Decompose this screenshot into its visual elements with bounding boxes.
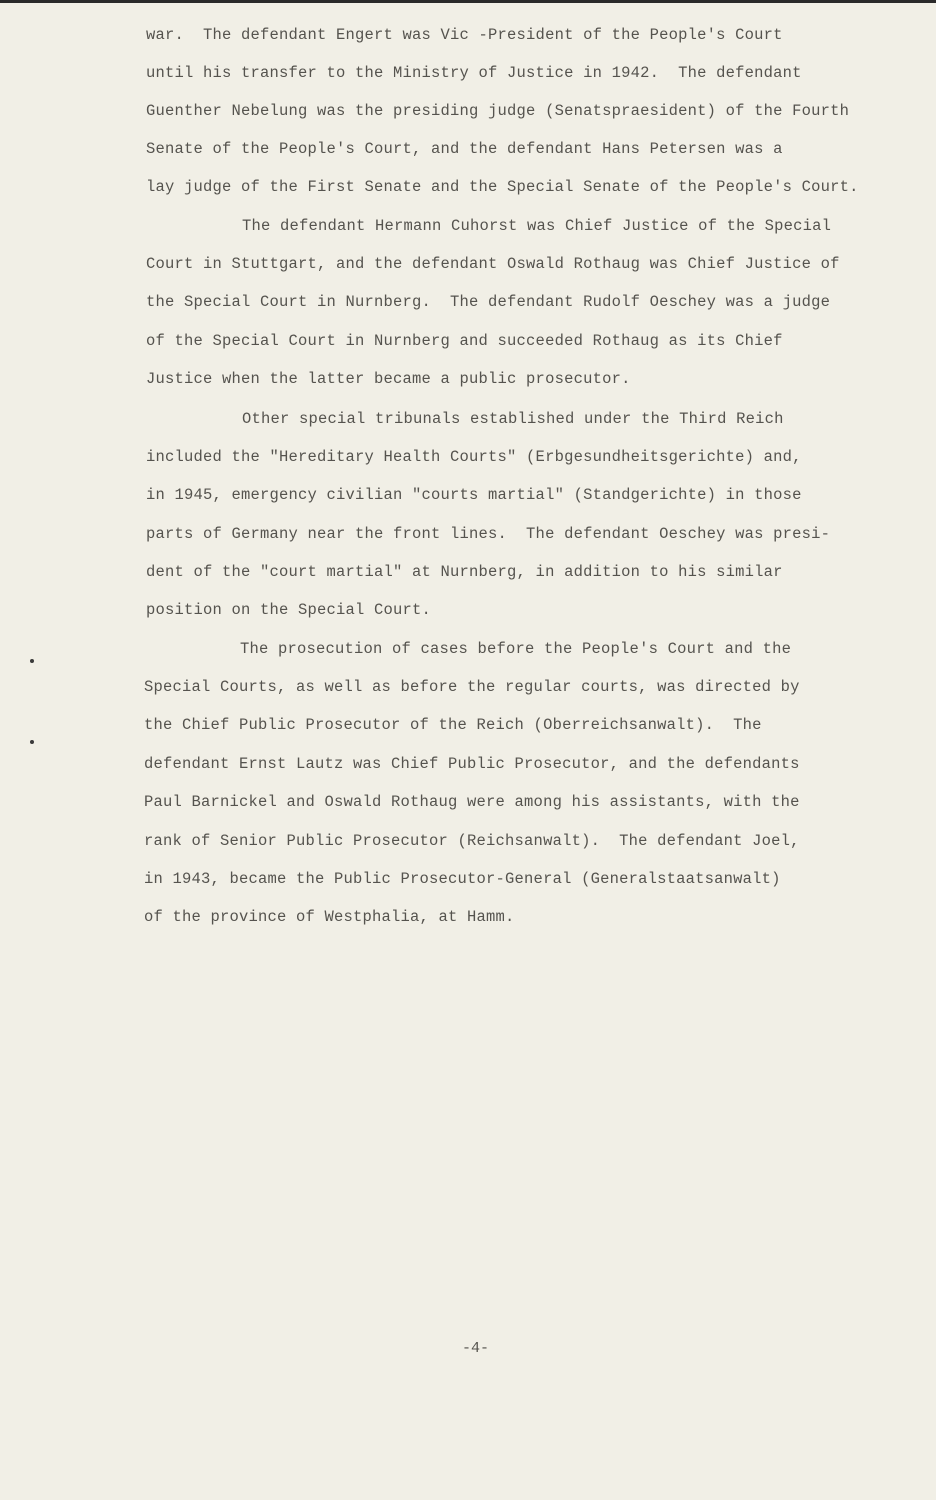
text-line: in 1945, emergency civilian "courts martial" (Standgerichte) in those (146, 486, 802, 504)
paragraph-first-line: The prosecution of cases before the People's Court and the (240, 640, 792, 658)
text-line: position on the Special Court. (146, 601, 432, 619)
margin-mark (30, 659, 34, 663)
text-line: included the "Hereditary Health Courts" (Erbgesundheitsgerichte) and, (146, 448, 802, 466)
text-line: until his transfer to the Ministry of Justice in 1942. The defendant (146, 64, 802, 82)
text-line: the Chief Public Prosecutor of the Reich (Oberreichsanwalt). The (144, 716, 762, 734)
text-line: dent of the "court martial" at Nurnberg, in addition to his similar (146, 563, 783, 581)
text-line: Special Courts, as well as before the regular courts, was directed by (144, 678, 800, 696)
paragraph-first-line: The defendant Hermann Cuhorst was Chief Justice of the Special (242, 217, 832, 235)
text-line: the Special Court in Nurnberg. The defendant Rudolf Oeschey was a judge (146, 293, 831, 311)
text-line: Court in Stuttgart, and the defendant Oswald Rothaug was Chief Justice of (146, 255, 840, 273)
text-line: in 1943, became the Public Prosecutor-General (Generalstaatsanwalt) (144, 870, 781, 888)
text-line: Guenther Nebelung was the presiding judge (Senatspraesident) of the Fourth (146, 102, 850, 120)
text-line: of the Special Court in Nurnberg and succeeded Rothaug as its Chief (146, 332, 783, 350)
margin-mark (30, 740, 34, 744)
paragraph-first-line: Other special tribunals established under the Third Reich (242, 410, 784, 428)
text-line: Justice when the latter became a public prosecutor. (146, 370, 631, 388)
text-line: war. The defendant Engert was Vic -President of the People's Court (146, 26, 783, 44)
text-line: defendant Ernst Lautz was Chief Public Prosecutor, and the defendants (144, 755, 800, 773)
text-line: Senate of the People's Court, and the defendant Hans Petersen was a (146, 140, 783, 158)
text-line: Paul Barnickel and Oswald Rothaug were among his assistants, with the (144, 793, 800, 811)
text-line: of the province of Westphalia, at Hamm. (144, 908, 515, 926)
text-line: parts of Germany near the front lines. The defendant Oeschey was presi- (146, 525, 831, 543)
page-top-edge (0, 0, 936, 3)
text-line: rank of Senior Public Prosecutor (Reichsanwalt). The defendant Joel, (144, 832, 800, 850)
page-number: -4- (462, 1340, 490, 1357)
text-line: lay judge of the First Senate and the Special Senate of the People's Court. (146, 178, 859, 196)
